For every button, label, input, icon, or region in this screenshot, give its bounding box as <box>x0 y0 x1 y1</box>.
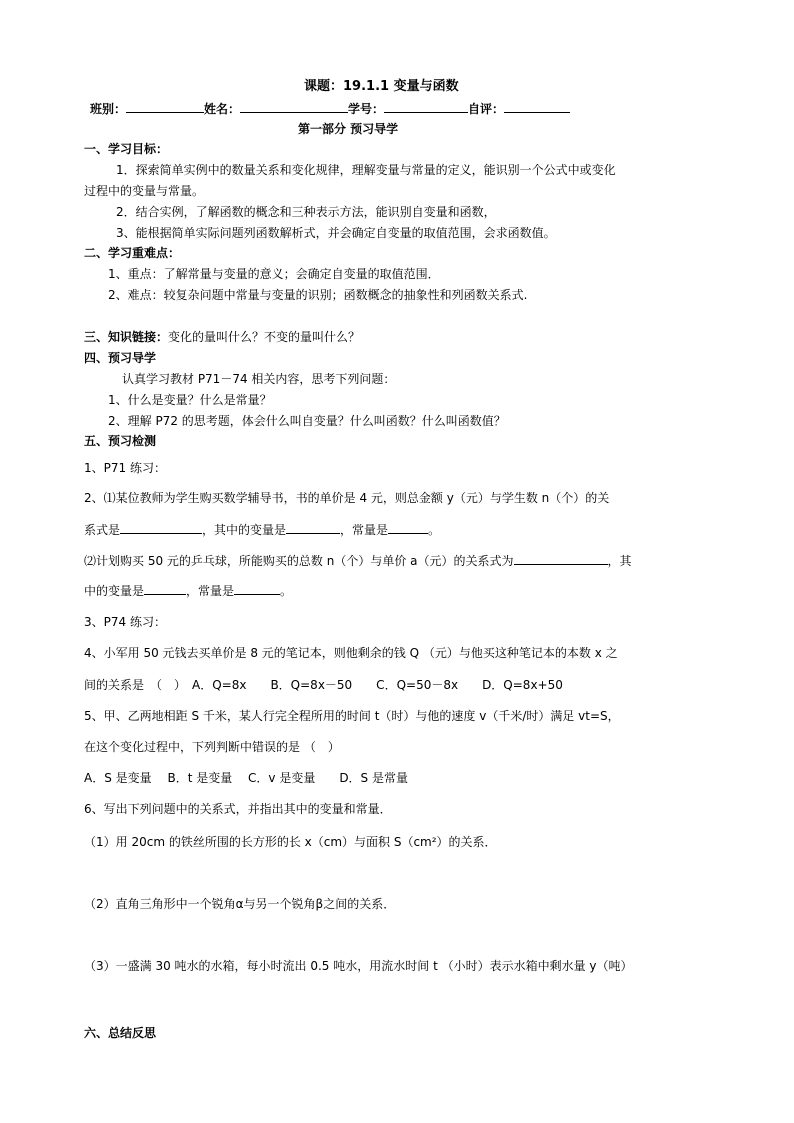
section-4-heading: 四、预习导学 <box>84 351 157 365</box>
text-fragment: ⑵计划购买 50 元的乒乓球，所能购买的总数 n（个）与单价 a（元）的关系式为 <box>84 554 514 568</box>
exercise-5-line-1: 5、甲、乙两地相距 S 千米，某人行完全程所用的时间 t（时）与他的速度 v（千米/时）满足 vt=S， <box>84 709 620 723</box>
exercise-5-options: A．S 是变量 B．t 是变量 C．v 是变量 D．S 是常量 <box>84 771 408 785</box>
difficult-point: 2、难点：较复杂问题中常量与变量的识别；函数概念的抽象性和列函数关系式. <box>108 288 528 302</box>
answer-blank[interactable] <box>388 521 428 534</box>
exercise-2-line-2 <box>84 521 440 538</box>
exercise-6-part-2: （2）直角三角形中一个锐角α与另一个锐角β之间的关系． <box>84 897 396 911</box>
name-field[interactable] <box>240 100 348 113</box>
exercise-2-line-3 <box>84 552 632 569</box>
exercise-4-line-2: 间的关系是 （ ） A．Q=8x B．Q=8x－50 C．Q=50－8x D．Q=8x+50 <box>84 678 563 692</box>
exercise-2-line-1: 2、⑴某位教师为学生购买数学辅导书，书的单价是 4 元，则总金额 y（元）与学生数 n（个）的关 <box>84 491 610 505</box>
page-title: 课题：19.1.1 变量与函数 <box>304 79 459 94</box>
class-label: 班别： <box>90 102 127 116</box>
text-fragment: ，其中的变量是 <box>202 523 287 537</box>
text-fragment: 中的变量是 <box>84 584 145 598</box>
section-3-heading: 三、知识链接： <box>84 330 169 344</box>
objective-2: 2．结合实例，了解函数的概念和三种表示方法，能识别自变量和函数， <box>116 205 496 219</box>
class-field[interactable] <box>126 100 204 113</box>
exercise-6-part-3: （3）一盛满 30 吨水的水箱，每小时流出 0.5 吨水，用流水时间 t （小时）表示水箱中剩水量 y（吨） <box>84 959 633 973</box>
exercise-6-part-1: （1）用 20cm 的铁丝所围的长方形的长 x（cm）与面积 S（cm²）的关系． <box>84 835 497 849</box>
preview-question-1: 1、什么是变量？什么是常量？ <box>108 393 272 407</box>
text-fragment: 系式是 <box>84 523 121 537</box>
exercise-6: 6、写出下列问题中的关系式，并指出其中的变量和常量． <box>84 802 392 816</box>
number-field[interactable] <box>384 100 468 113</box>
section-2-heading: 二、学习重难点： <box>84 246 181 260</box>
section-3 <box>84 329 360 345</box>
objective-3: 3、能根据简单实际问题列函数解析式，并会确定自变量的取值范围，会求函数值。 <box>116 226 556 240</box>
number-label: 学号： <box>348 102 385 116</box>
text-fragment: ，常量是 <box>186 584 235 598</box>
exercise-2-line-4 <box>84 582 292 599</box>
exercise-1: 1、P71 练习： <box>84 461 166 475</box>
section-6-heading: 六、总结反思 <box>84 1026 157 1040</box>
header-fields <box>90 100 570 117</box>
exercise-5-line-2: 在这个变化过程中，下列判断中错误的是 （ ） <box>84 740 340 754</box>
answer-blank[interactable] <box>234 582 280 595</box>
text-fragment: ，常量是 <box>340 523 389 537</box>
section-5-heading: 五、预习检测 <box>84 434 157 448</box>
preview-question-2: 2、理解 P72 的思考题，体会什么叫自变量？什么叫函数？什么叫函数值？ <box>108 414 506 428</box>
name-label: 姓名： <box>204 102 241 116</box>
eval-field[interactable] <box>504 100 570 113</box>
text-fragment: ，其 <box>607 554 632 568</box>
section-3-text: 变化的量叫什么？不变的量叫什么？ <box>168 330 361 344</box>
answer-blank[interactable] <box>144 582 186 595</box>
exercise-3: 3、P74 练习： <box>84 615 166 629</box>
eval-label: 自评： <box>468 102 505 116</box>
text-fragment: 。 <box>280 584 293 598</box>
exercise-4-line-1: 4、小军用 50 元钱去买单价是 8 元的笔记本，则他剩余的钱 Q （元）与他买这种笔记本的本数 x 之 <box>84 646 618 660</box>
text-fragment: 。 <box>428 523 441 537</box>
answer-blank[interactable] <box>286 521 340 534</box>
preview-intro: 认真学习教材 P71－74 相关内容，思考下列问题： <box>122 372 396 386</box>
part-one-heading: 第一部分 预习导学 <box>298 122 399 136</box>
answer-blank[interactable] <box>120 521 202 534</box>
objective-1-cont: 过程中的变量与常量。 <box>84 184 205 198</box>
objective-1: 1．探索简单实例中的数量关系和变化规律，理解变量与常量的定义，能识别一个公式中或变化 <box>116 163 616 177</box>
key-point: 1、重点：了解常量与变量的意义；会确定自变量的取值范围． <box>108 267 440 281</box>
section-1-heading: 一、学习目标： <box>84 142 169 156</box>
answer-blank[interactable] <box>514 552 608 565</box>
